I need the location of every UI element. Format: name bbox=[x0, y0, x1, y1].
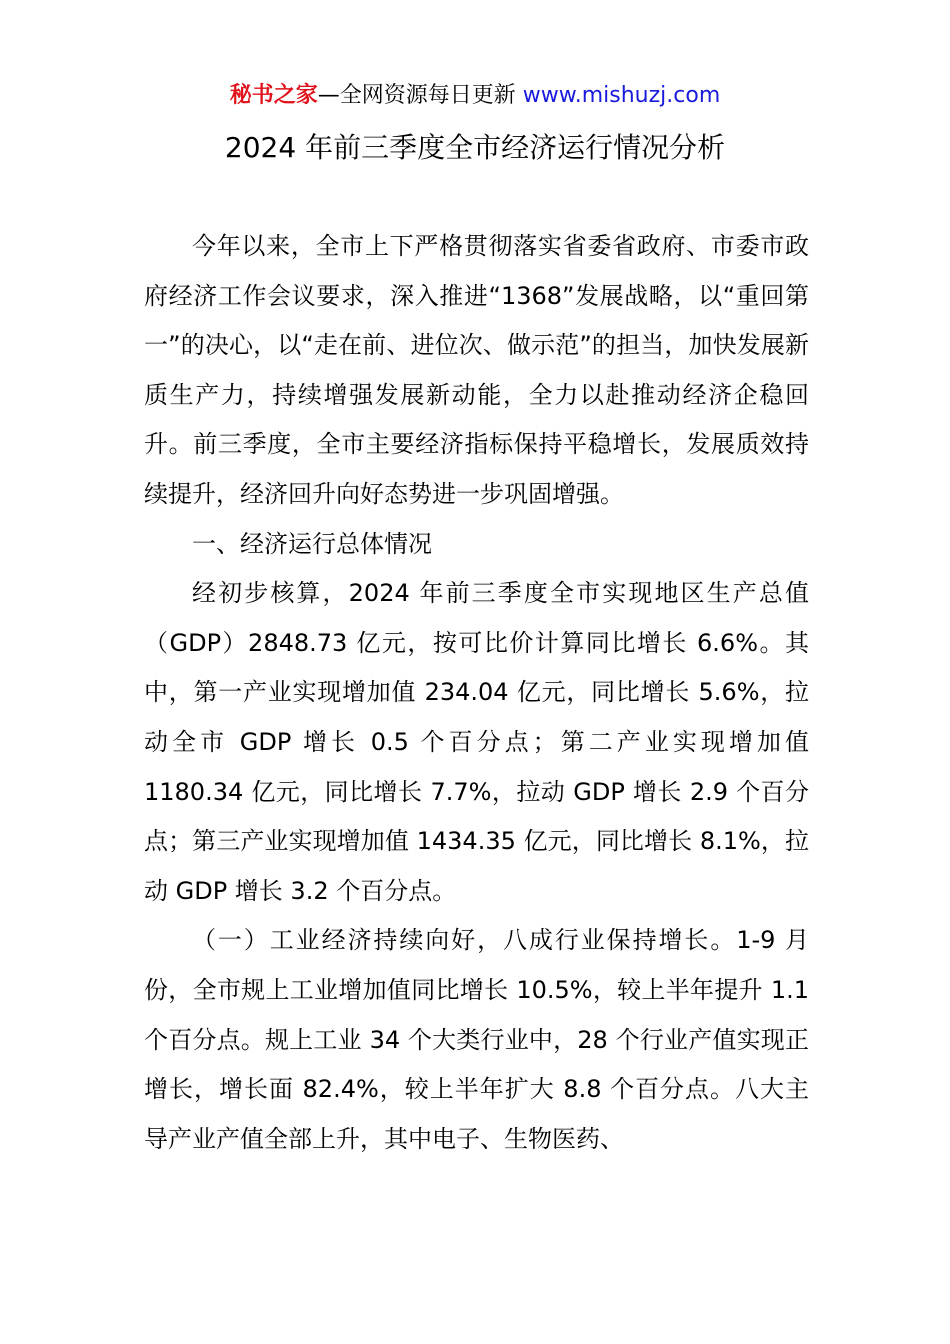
industry-paragraph: （一）工业经济持续向好，八成行业保持增长。1-9 月份，全市规上工业增加值同比增长 10.5%，较上半年提升 1.1 个百分点。规上工业 34 个大类行业中，28 个行业产值实现正增长，增长面 82.4%，较上半年扩大 8.8 个百分点。八大主导产业产值全部上升，其中电子、生物医药、 bbox=[144, 926, 809, 1153]
intro-paragraph: 今年以来，全市上下严格贯彻落实省委省政府、市委市政府经济工作会议要求，深入推进“1368”发展战略，以“重回第一”的决心，以“走在前、进位次、做示范”的担当，加快发展新质生产力，持续增强发展新动能，全力以赴推动经济企稳回升。前三季度，全市主要经济指标保持平稳增长，发展质效持续提升，经济回升向好态势进一步巩固增强。 bbox=[144, 232, 809, 508]
document-body bbox=[144, 222, 809, 1164]
section-heading: 一、经济运行总体情况 bbox=[192, 529, 432, 558]
site-tagline: —全网资源每日更新 bbox=[317, 83, 523, 108]
gdp-paragraph: 经初步核算，2024 年前三季度全市实现地区生产总值（GDP）2848.73 亿元，按可比价计算同比增长 6.6%。其中，第一产业实现增加值 234.04 亿元，同比增长 5.6%，拉动全市 GDP 增长 0.5 个百分点；第二产业实现增加值 1180.34 亿元，同比增长 7.7%，拉动 GDP 增长 2.9 个百分点；第三产业实现增加值 1434.35 亿元，同比增长 8.1%，拉动 GDP 增长 3.2 个百分点。 bbox=[144, 579, 809, 905]
site-brand: 秘书之家 bbox=[229, 83, 318, 108]
document-title: 2024 年前三季度全市经济运行情况分析 bbox=[224, 131, 726, 164]
site-url-link[interactable]: www.mishuzj.com bbox=[522, 83, 721, 108]
site-header bbox=[0, 80, 950, 112]
